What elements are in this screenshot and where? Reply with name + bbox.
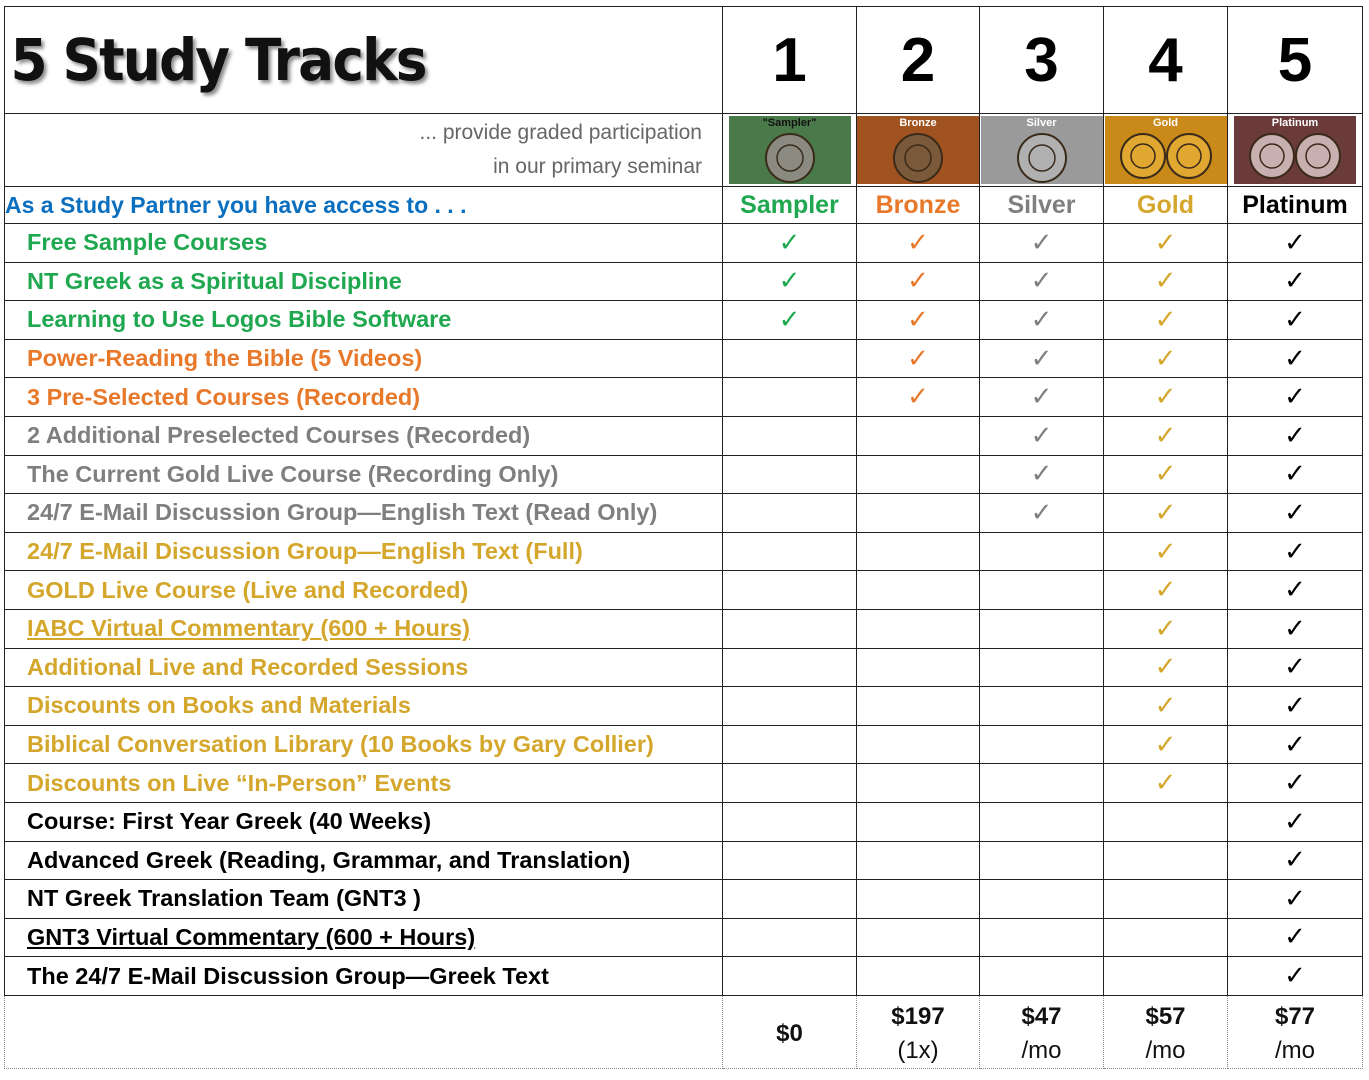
feature-row bbox=[5, 416, 1363, 455]
empty-cell bbox=[723, 494, 857, 533]
coin-cell-bronze bbox=[857, 114, 980, 187]
check-icon-silver: ✓ bbox=[980, 378, 1104, 417]
check-icon-gold: ✓ bbox=[1104, 532, 1228, 571]
empty-cell bbox=[980, 841, 1104, 880]
track-number-4: 4 bbox=[1104, 7, 1228, 114]
feature-label: The Current Gold Live Course (Recording Only) bbox=[5, 455, 723, 494]
price-amount: $47 bbox=[1021, 1002, 1062, 1030]
empty-cell bbox=[980, 571, 1104, 610]
track-number-1: 1 bbox=[723, 7, 857, 114]
empty-cell bbox=[980, 648, 1104, 687]
track-number-5: 5 bbox=[1228, 7, 1363, 114]
price-amount: $0 bbox=[776, 1019, 803, 1047]
tier-name-gold: Gold bbox=[1104, 187, 1228, 224]
check-icon-gold: ✓ bbox=[1104, 687, 1228, 726]
feature-label: The 24/7 E-Mail Discussion Group—Greek Text bbox=[5, 957, 723, 996]
check-icon-gold: ✓ bbox=[1104, 764, 1228, 803]
feature-row bbox=[5, 841, 1363, 880]
empty-cell bbox=[857, 416, 980, 455]
empty-cell bbox=[980, 880, 1104, 919]
empty-cell bbox=[857, 455, 980, 494]
empty-cell bbox=[723, 571, 857, 610]
feature-label: Power-Reading the Bible (5 Videos) bbox=[5, 339, 723, 378]
check-icon-platinum: ✓ bbox=[1228, 301, 1363, 340]
feature-label: 2 Additional Preselected Courses (Recorded) bbox=[5, 416, 723, 455]
feature-row bbox=[5, 957, 1363, 996]
check-icon-silver: ✓ bbox=[980, 455, 1104, 494]
feature-row bbox=[5, 802, 1363, 841]
tier-label-row bbox=[5, 187, 1363, 224]
price-note: (1x) bbox=[897, 1036, 939, 1064]
feature-label: IABC Virtual Commentary (600 + Hours) bbox=[5, 609, 723, 648]
check-icon-platinum: ✓ bbox=[1228, 918, 1363, 957]
feature-label: Biblical Conversation Library (10 Books by Gary Collier) bbox=[5, 725, 723, 764]
feature-row bbox=[5, 609, 1363, 648]
check-icon-silver: ✓ bbox=[980, 416, 1104, 455]
feature-label: Course: First Year Greek (40 Weeks) bbox=[5, 802, 723, 841]
price-row bbox=[5, 995, 1363, 1068]
empty-cell bbox=[723, 841, 857, 880]
feature-row bbox=[5, 494, 1363, 533]
feature-label: Free Sample Courses bbox=[5, 224, 723, 263]
coin-cell-silver bbox=[980, 114, 1104, 187]
check-icon-gold: ✓ bbox=[1104, 494, 1228, 533]
check-icon-platinum: ✓ bbox=[1228, 532, 1363, 571]
feature-row bbox=[5, 262, 1363, 301]
feature-row bbox=[5, 764, 1363, 803]
empty-cell bbox=[1104, 880, 1228, 919]
price-row-spacer bbox=[5, 995, 723, 1068]
empty-cell bbox=[857, 918, 980, 957]
tagline-cell bbox=[5, 114, 723, 187]
check-icon-platinum: ✓ bbox=[1228, 262, 1363, 301]
check-icon-platinum: ✓ bbox=[1228, 764, 1363, 803]
check-icon-platinum: ✓ bbox=[1228, 648, 1363, 687]
empty-cell bbox=[980, 609, 1104, 648]
feature-row bbox=[5, 918, 1363, 957]
bronze-coin-icon bbox=[857, 116, 979, 184]
coin-label: Silver bbox=[1026, 117, 1057, 129]
price-amount: $197 bbox=[891, 1002, 945, 1030]
feature-row bbox=[5, 224, 1363, 263]
empty-cell bbox=[1104, 957, 1228, 996]
feature-label: 24/7 E-Mail Discussion Group—English Text (Full) bbox=[5, 532, 723, 571]
check-icon-silver: ✓ bbox=[980, 224, 1104, 263]
check-icon-platinum: ✓ bbox=[1228, 687, 1363, 726]
feature-row bbox=[5, 687, 1363, 726]
empty-cell bbox=[857, 571, 980, 610]
check-icon-platinum: ✓ bbox=[1228, 494, 1363, 533]
coin-cell-platinum bbox=[1228, 114, 1363, 187]
empty-cell bbox=[1104, 918, 1228, 957]
empty-cell bbox=[723, 957, 857, 996]
price-note: /mo bbox=[1021, 1036, 1062, 1064]
feature-label: GOLD Live Course (Live and Recorded) bbox=[5, 571, 723, 610]
feature-label: 24/7 E-Mail Discussion Group—English Text (Read Only) bbox=[5, 494, 723, 533]
coin-cell-gold bbox=[1104, 114, 1228, 187]
empty-cell bbox=[857, 957, 980, 996]
platinum-coin-icon bbox=[1234, 116, 1356, 184]
check-icon-platinum: ✓ bbox=[1228, 416, 1363, 455]
study-tracks-table bbox=[4, 6, 1363, 1069]
empty-cell bbox=[723, 339, 857, 378]
empty-cell bbox=[723, 532, 857, 571]
coin-label: Bronze bbox=[899, 117, 937, 129]
feature-row bbox=[5, 648, 1363, 687]
empty-cell bbox=[857, 802, 980, 841]
empty-cell bbox=[857, 841, 980, 880]
check-icon-bronze: ✓ bbox=[857, 339, 980, 378]
feature-row bbox=[5, 571, 1363, 610]
empty-cell bbox=[857, 725, 980, 764]
check-icon-platinum: ✓ bbox=[1228, 224, 1363, 263]
feature-row bbox=[5, 339, 1363, 378]
empty-cell bbox=[980, 764, 1104, 803]
check-icon-gold: ✓ bbox=[1104, 378, 1228, 417]
check-icon-bronze: ✓ bbox=[857, 301, 980, 340]
empty-cell bbox=[980, 687, 1104, 726]
track-number-2: 2 bbox=[857, 7, 980, 114]
price-note: /mo bbox=[1274, 1036, 1315, 1064]
empty-cell bbox=[857, 532, 980, 571]
empty-cell bbox=[723, 880, 857, 919]
price-note: /mo bbox=[1145, 1036, 1186, 1064]
empty-cell bbox=[723, 609, 857, 648]
check-icon-platinum: ✓ bbox=[1228, 880, 1363, 919]
empty-cell bbox=[1104, 802, 1228, 841]
check-icon-platinum: ✓ bbox=[1228, 725, 1363, 764]
price-cell-bronze bbox=[857, 995, 980, 1068]
tier-name-silver: Silver bbox=[980, 187, 1104, 224]
check-icon-gold: ✓ bbox=[1104, 609, 1228, 648]
price-amount: $77 bbox=[1274, 1002, 1316, 1030]
check-icon-silver: ✓ bbox=[980, 339, 1104, 378]
empty-cell bbox=[857, 764, 980, 803]
price-cell-sampler bbox=[723, 995, 857, 1068]
feature-label: NT Greek as a Spiritual Discipline bbox=[5, 262, 723, 301]
empty-cell bbox=[857, 609, 980, 648]
feature-label: GNT3 Virtual Commentary (600 + Hours) bbox=[5, 918, 723, 957]
check-icon-bronze: ✓ bbox=[857, 262, 980, 301]
empty-cell bbox=[1104, 841, 1228, 880]
feature-row bbox=[5, 455, 1363, 494]
feature-row bbox=[5, 880, 1363, 919]
price-cell-silver bbox=[980, 995, 1104, 1068]
gold-coin-icon bbox=[1105, 116, 1227, 184]
empty-cell bbox=[980, 918, 1104, 957]
check-icon-silver: ✓ bbox=[980, 494, 1104, 533]
empty-cell bbox=[980, 957, 1104, 996]
check-icon-gold: ✓ bbox=[1104, 416, 1228, 455]
check-icon-platinum: ✓ bbox=[1228, 339, 1363, 378]
check-icon-bronze: ✓ bbox=[857, 224, 980, 263]
empty-cell bbox=[980, 802, 1104, 841]
feature-label: Learning to Use Logos Bible Software bbox=[5, 301, 723, 340]
check-icon-gold: ✓ bbox=[1104, 648, 1228, 687]
empty-cell bbox=[857, 880, 980, 919]
empty-cell bbox=[723, 802, 857, 841]
empty-cell bbox=[857, 648, 980, 687]
feature-row bbox=[5, 301, 1363, 340]
page-title: 5 Study Tracks bbox=[10, 26, 426, 94]
title-cell bbox=[5, 7, 723, 114]
empty-cell bbox=[980, 532, 1104, 571]
empty-cell bbox=[723, 725, 857, 764]
coin-label: Platinum bbox=[1271, 117, 1319, 129]
tier-name-bronze: Bronze bbox=[857, 187, 980, 224]
silver-coin-icon bbox=[981, 116, 1103, 184]
check-icon-silver: ✓ bbox=[980, 262, 1104, 301]
empty-cell bbox=[723, 378, 857, 417]
price-cell-platinum bbox=[1228, 995, 1363, 1068]
check-icon-gold: ✓ bbox=[1104, 224, 1228, 263]
coin-label: "Sampler" bbox=[762, 117, 817, 129]
feature-label: 3 Pre-Selected Courses (Recorded) bbox=[5, 378, 723, 417]
check-icon-bronze: ✓ bbox=[857, 378, 980, 417]
check-icon-sampler: ✓ bbox=[723, 301, 857, 340]
check-icon-platinum: ✓ bbox=[1228, 841, 1363, 880]
coin-row bbox=[5, 114, 1363, 187]
check-icon-platinum: ✓ bbox=[1228, 455, 1363, 494]
feature-row bbox=[5, 378, 1363, 417]
tier-name-sampler: Sampler bbox=[723, 187, 857, 224]
empty-cell bbox=[723, 416, 857, 455]
check-icon-platinum: ✓ bbox=[1228, 571, 1363, 610]
feature-label: NT Greek Translation Team (GNT3 ) bbox=[5, 880, 723, 919]
check-icon-gold: ✓ bbox=[1104, 339, 1228, 378]
coin-cell-sampler bbox=[723, 114, 857, 187]
check-icon-platinum: ✓ bbox=[1228, 378, 1363, 417]
tagline-line-2: in our primary seminar bbox=[493, 155, 702, 178]
empty-cell bbox=[723, 918, 857, 957]
coin-label: Gold bbox=[1152, 117, 1179, 129]
check-icon-sampler: ✓ bbox=[723, 262, 857, 301]
check-icon-sampler: ✓ bbox=[723, 224, 857, 263]
empty-cell bbox=[723, 764, 857, 803]
title-row bbox=[5, 7, 1363, 114]
price-amount: $57 bbox=[1145, 1002, 1186, 1030]
tagline-line-1: ... provide graded participation bbox=[419, 121, 702, 144]
price-cell-gold bbox=[1104, 995, 1228, 1068]
feature-label: Discounts on Live “In-Person” Events bbox=[5, 764, 723, 803]
check-icon-platinum: ✓ bbox=[1228, 609, 1363, 648]
empty-cell bbox=[857, 494, 980, 533]
check-icon-gold: ✓ bbox=[1104, 571, 1228, 610]
empty-cell bbox=[857, 687, 980, 726]
check-icon-gold: ✓ bbox=[1104, 725, 1228, 764]
check-icon-platinum: ✓ bbox=[1228, 957, 1363, 996]
feature-label: Discounts on Books and Materials bbox=[5, 687, 723, 726]
check-icon-gold: ✓ bbox=[1104, 262, 1228, 301]
check-icon-silver: ✓ bbox=[980, 301, 1104, 340]
empty-cell bbox=[723, 648, 857, 687]
check-icon-platinum: ✓ bbox=[1228, 802, 1363, 841]
feature-row bbox=[5, 725, 1363, 764]
empty-cell bbox=[980, 725, 1104, 764]
feature-label: Advanced Greek (Reading, Grammar, and Translation) bbox=[5, 841, 723, 880]
track-number-3: 3 bbox=[980, 7, 1104, 114]
feature-label: Additional Live and Recorded Sessions bbox=[5, 648, 723, 687]
empty-cell bbox=[723, 455, 857, 494]
tier-name-platinum: Platinum bbox=[1228, 187, 1363, 224]
partner-heading: As a Study Partner you have access to . . . bbox=[5, 187, 723, 224]
sampler-coin-icon bbox=[729, 116, 851, 184]
check-icon-gold: ✓ bbox=[1104, 301, 1228, 340]
feature-row bbox=[5, 532, 1363, 571]
empty-cell bbox=[723, 687, 857, 726]
check-icon-gold: ✓ bbox=[1104, 455, 1228, 494]
